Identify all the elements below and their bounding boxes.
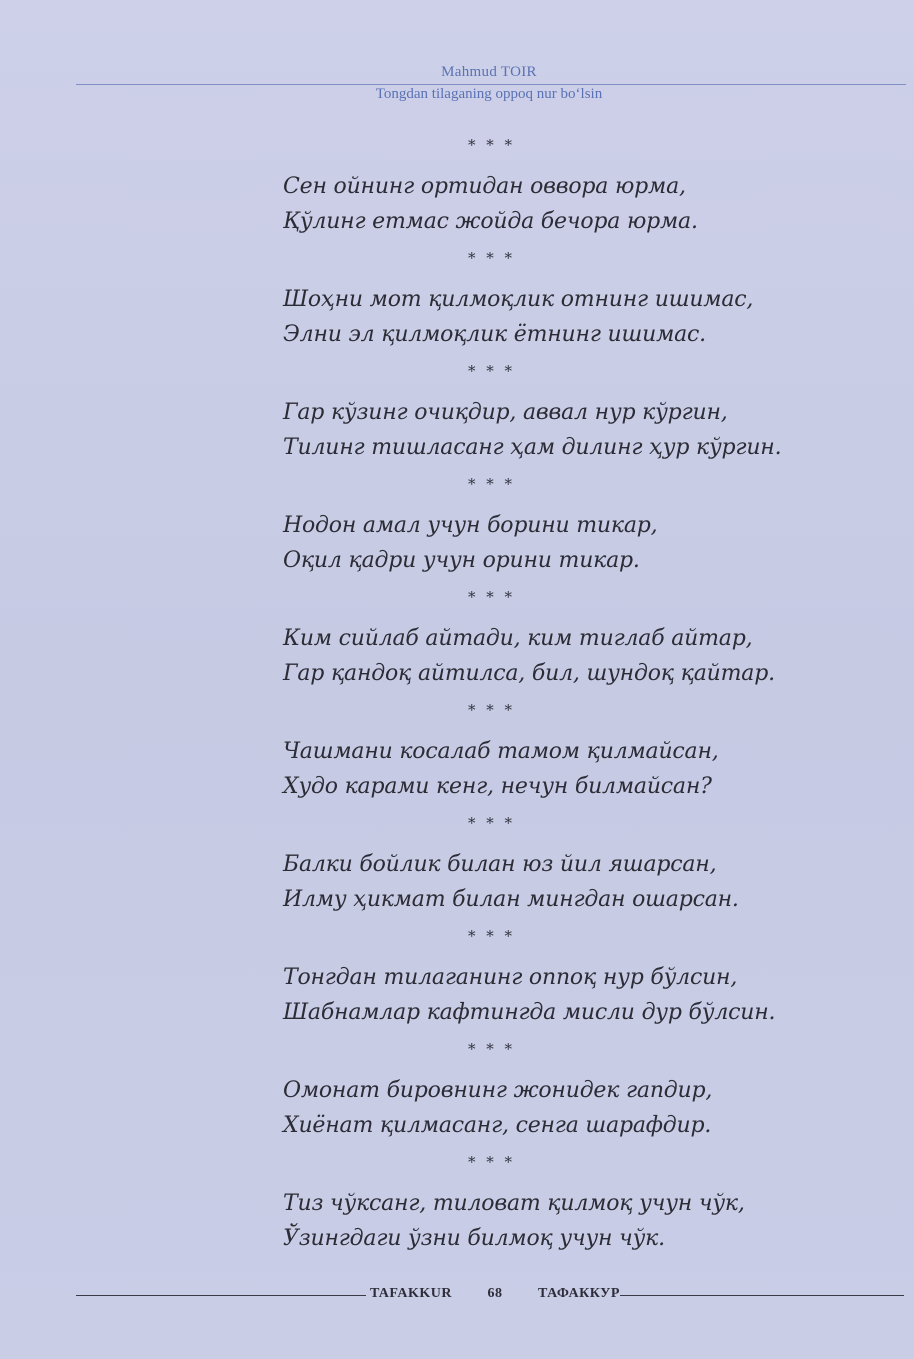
verse-line: Нодон амал учун борини тикар, <box>283 513 658 538</box>
verse-line: Хиёнат қилмасанг, сенга шарафдир. <box>283 1113 712 1138</box>
stanza <box>283 1153 843 1266</box>
stanza-separator: * * * <box>468 475 516 493</box>
verse-line: Элни эл қилмоқлик ётнинг ишимас. <box>283 322 706 347</box>
stanza <box>283 588 843 701</box>
header-rule <box>76 84 906 85</box>
stanza <box>283 136 843 249</box>
verse-line: Сен ойнинг ортидан оввора юрма, <box>283 174 686 199</box>
footer-rule-right <box>620 1295 904 1296</box>
verse-line: Шабнамлар кафтингда мисли дур бўлсин. <box>283 1000 776 1025</box>
stanza-separator: * * * <box>468 249 516 267</box>
verse-line: Илму ҳикмат билан мингдан ошарсан. <box>283 887 739 912</box>
stanza <box>283 1040 843 1153</box>
stanza-separator: * * * <box>468 1153 516 1171</box>
verse-line: Балки бойлик билан юз йил яшарсан, <box>283 852 717 877</box>
page-footer <box>0 1284 914 1304</box>
verse-line: Тиз чўксанг, тиловат қилмоқ учун чўк, <box>283 1191 745 1216</box>
header-book-title: Tongdan tilaganing oppoq nur bo‘lsin <box>375 86 603 102</box>
stanza-separator: * * * <box>468 136 516 154</box>
footer-rule-left <box>76 1295 366 1296</box>
stanza-separator: * * * <box>468 927 516 945</box>
verse-line: Гар қандоқ айтилса, бил, шундоқ қайтар. <box>283 661 775 686</box>
verse-line: Омонат бировнинг жонидек гапдир, <box>283 1078 713 1103</box>
stanza-separator: * * * <box>468 701 516 719</box>
footer-text <box>370 1286 620 1302</box>
stanza-separator: * * * <box>468 814 516 832</box>
stanza-separator: * * * <box>468 1040 516 1058</box>
stanza <box>283 814 843 927</box>
poem-list <box>283 136 843 1266</box>
header-author: Mahmud TOIR <box>441 64 537 80</box>
stanza <box>283 249 843 362</box>
verse-line: Оқил қадри учун орини тикар. <box>283 548 640 573</box>
stanza <box>283 475 843 588</box>
footer-left-label: TAFAKKUR <box>370 1286 453 1301</box>
stanza <box>283 362 843 475</box>
footer-right-label: ТАФАККУР <box>538 1286 620 1301</box>
verse-line: Ким сийлаб айтади, ким тиглаб айтар, <box>283 626 753 651</box>
verse-line: Шоҳни мот қилмоқлик отнинг ишимас, <box>283 287 754 312</box>
verse-line: Қўлинг етмас жойда бечора юрма. <box>283 209 698 234</box>
stanza <box>283 701 843 814</box>
stanza-separator: * * * <box>468 588 516 606</box>
verse-line: Чашмани косалаб тамом қилмайсан, <box>283 739 719 764</box>
stanza <box>283 927 843 1040</box>
verse-line: Гар кўзинг очиқдир, аввал нур кўргин, <box>283 400 728 425</box>
verse-line: Тилинг тишласанг ҳам дилинг ҳур кўргин. <box>283 435 782 460</box>
stanza-separator: * * * <box>468 362 516 380</box>
verse-line: Ўзингдаги ўзни билмоқ учун чўк. <box>283 1226 665 1251</box>
page-number: 68 <box>487 1286 503 1301</box>
running-header <box>0 62 914 112</box>
verse-line: Худо карами кенг, нечун билмайсан? <box>283 774 712 799</box>
verse-line: Тонгдан тилаганинг оппоқ нур бўлсин, <box>283 965 738 990</box>
